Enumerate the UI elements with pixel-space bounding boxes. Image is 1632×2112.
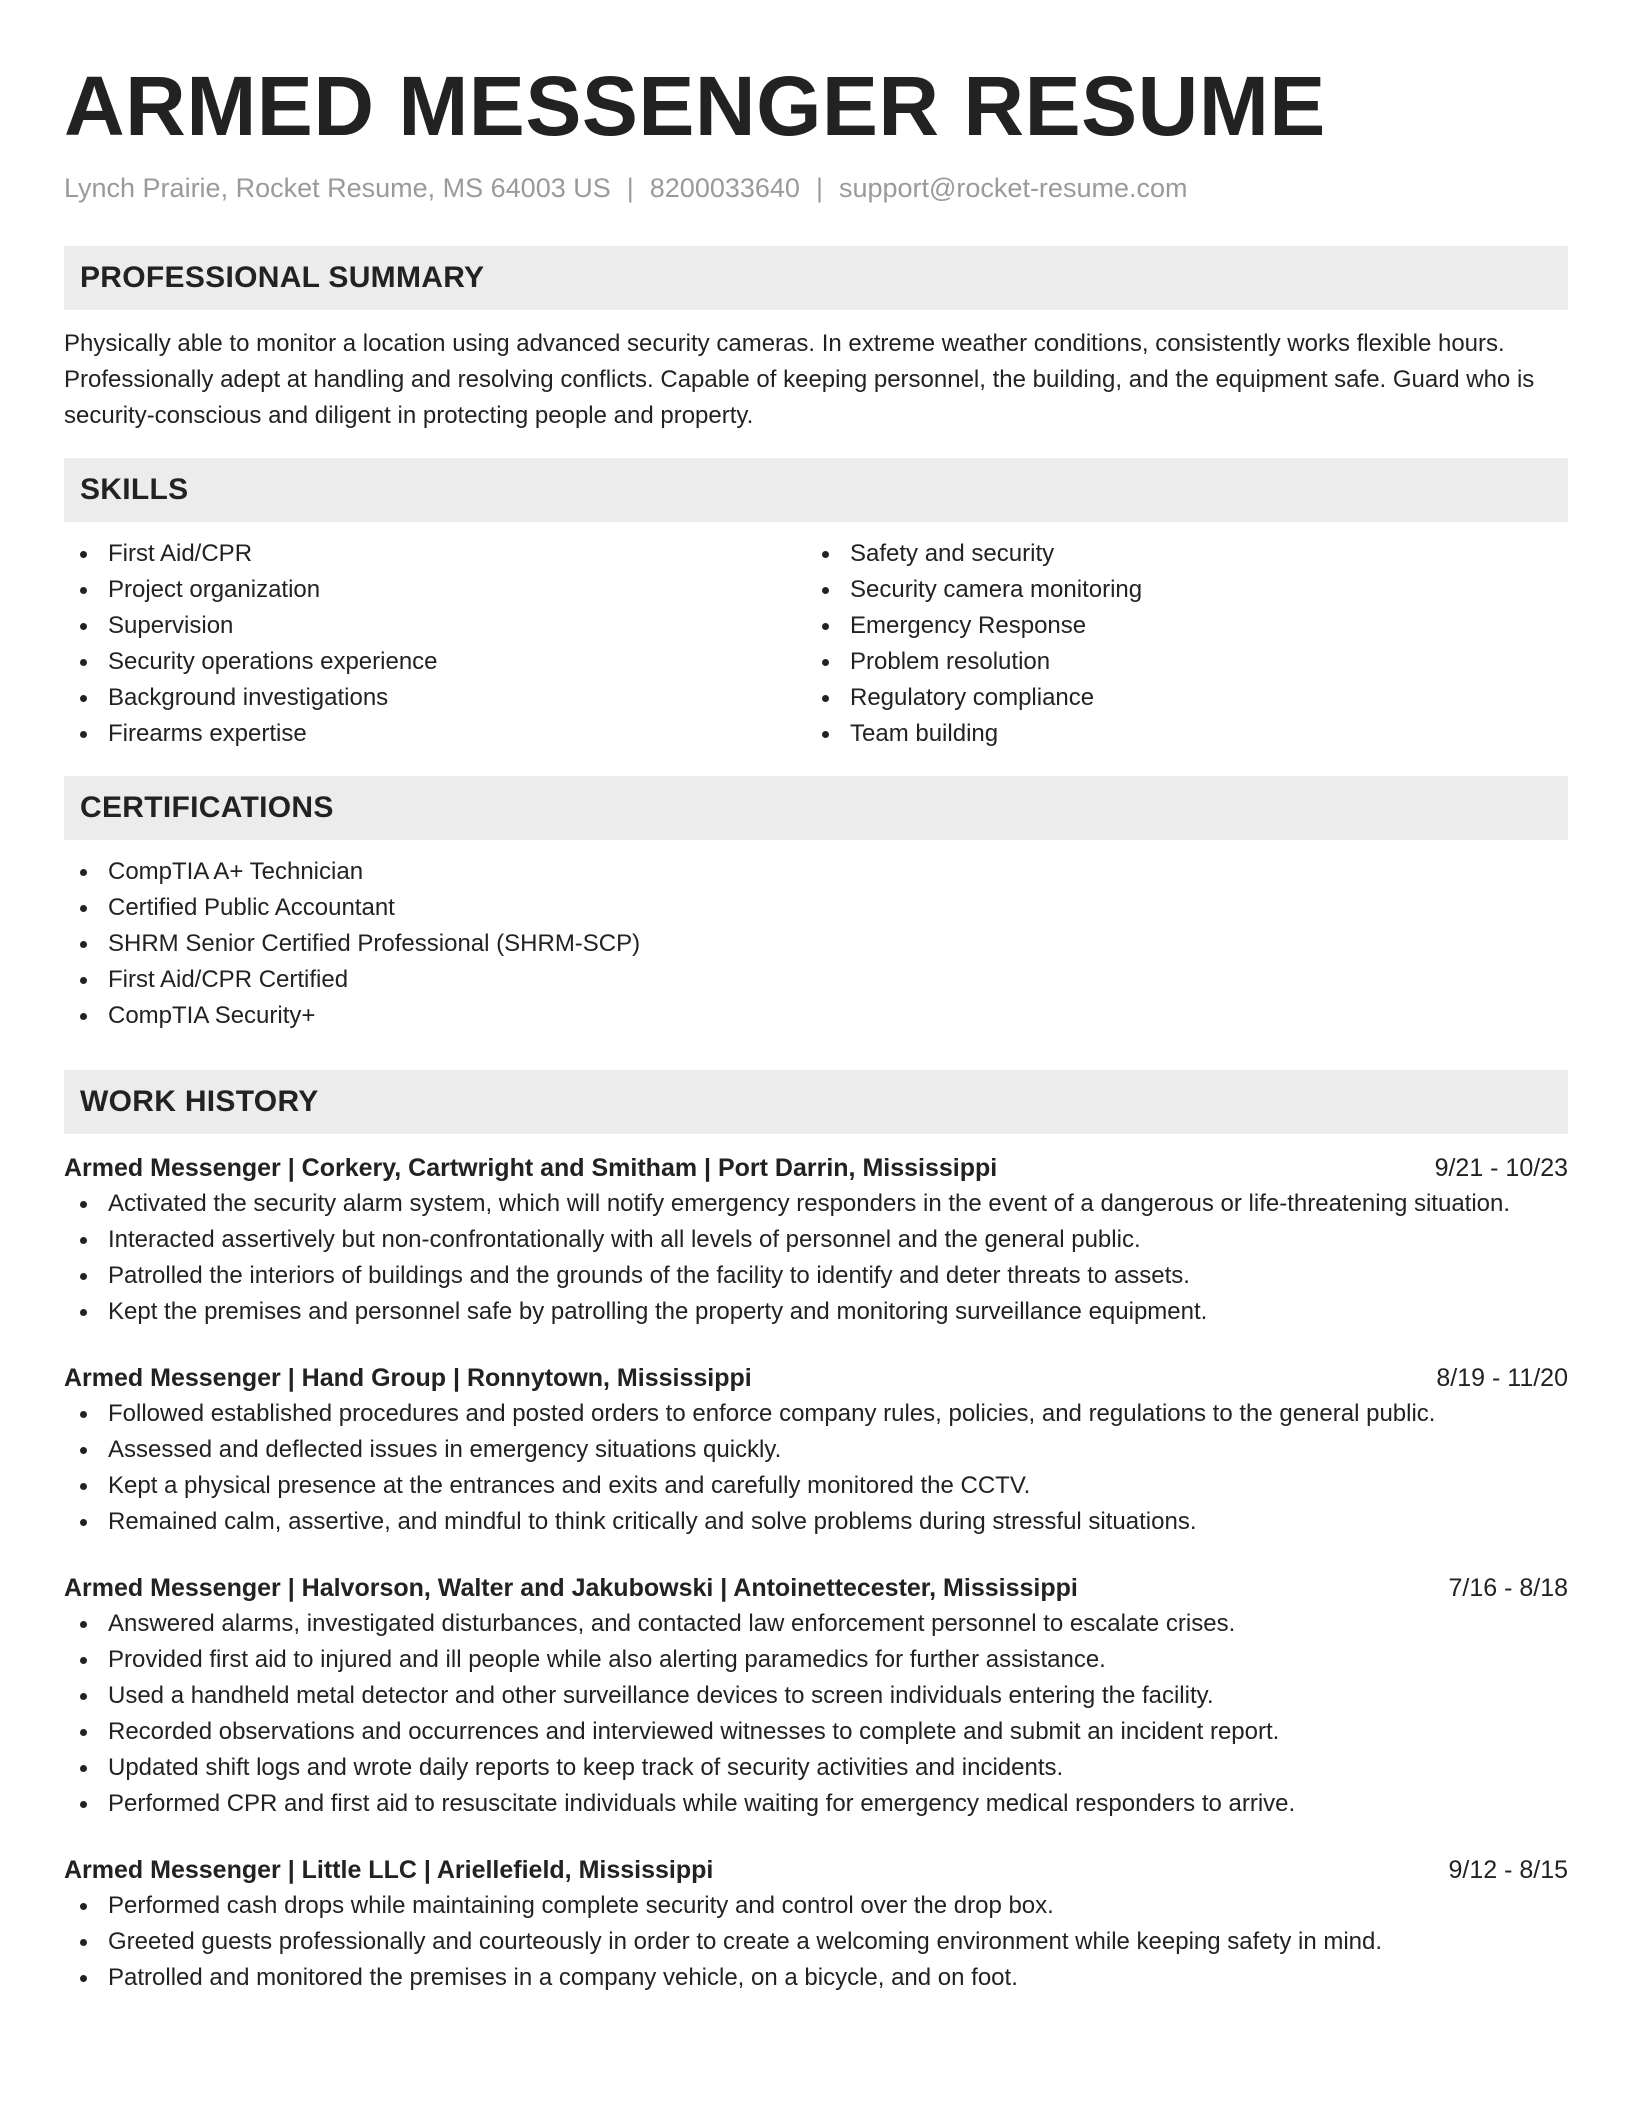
- certification-item: CompTIA A+ Technician: [64, 854, 1568, 890]
- section-header-work-history: WORK HISTORY: [64, 1070, 1568, 1134]
- contact-separator: |: [626, 173, 634, 203]
- skills-list-right: [806, 536, 1548, 752]
- job-header: [64, 1150, 1568, 1186]
- job-dates: 9/12 - 8/15: [1448, 1856, 1568, 1884]
- job-bullet: Updated shift logs and wrote daily reports to keep track of security activities and incidents.: [64, 1750, 1568, 1786]
- skill-item: Project organization: [64, 572, 806, 608]
- job-bullet: Answered alarms, investigated disturbances, and contacted law enforcement personnel to escalate crises.: [64, 1606, 1568, 1642]
- skills-column-right: [806, 536, 1548, 752]
- job-bullet: Performed cash drops while maintaining complete security and control over the drop box.: [64, 1888, 1568, 1924]
- skill-item: Firearms expertise: [64, 716, 806, 752]
- contact-address: Lynch Prairie, Rocket Resume, MS 64003 US: [64, 173, 611, 203]
- job-bullet: Kept the premises and personnel safe by patrolling the property and monitoring surveillance equipment.: [64, 1294, 1568, 1330]
- skill-item: Safety and security: [806, 536, 1548, 572]
- skill-item: Problem resolution: [806, 644, 1548, 680]
- job-bullet: Activated the security alarm system, which will notify emergency responders in the event of a dangerous or life-threatening situation.: [64, 1186, 1568, 1222]
- certification-item: Certified Public Accountant: [64, 890, 1568, 926]
- job-dates: 7/16 - 8/18: [1448, 1574, 1568, 1602]
- job-bullet: Provided first aid to injured and ill people while also alerting paramedics for further assistance.: [64, 1642, 1568, 1678]
- job-bullet: Patrolled and monitored the premises in a company vehicle, on a bicycle, and on foot.: [64, 1960, 1568, 1996]
- job-title: Armed Messenger | Little LLC | Ariellefield, Mississippi: [64, 1856, 714, 1884]
- job-bullet: Interacted assertively but non-confrontationally with all levels of personnel and the general public.: [64, 1222, 1568, 1258]
- contact-line: [64, 170, 1568, 206]
- job-bullet: Greeted guests professionally and courteously in order to create a welcoming environment while keeping safety in mind.: [64, 1924, 1568, 1960]
- skill-item: Emergency Response: [806, 608, 1548, 644]
- job-bullet: Remained calm, assertive, and mindful to think critically and solve problems during stressful situations.: [64, 1504, 1568, 1540]
- certification-item: CompTIA Security+: [64, 998, 1568, 1034]
- skills-grid: [64, 536, 1568, 752]
- certification-item: First Aid/CPR Certified: [64, 962, 1568, 998]
- resume-title: ARMED MESSENGER RESUME: [64, 59, 1326, 153]
- skill-item: Regulatory compliance: [806, 680, 1548, 716]
- job-dates: 8/19 - 11/20: [1436, 1364, 1568, 1392]
- contact-separator: |: [815, 173, 823, 203]
- job-bullet: Patrolled the interiors of buildings and the grounds of the facility to identify and deter threats to assets.: [64, 1258, 1568, 1294]
- job-header: [64, 1360, 1568, 1396]
- job-bullet: Assessed and deflected issues in emergency situations quickly.: [64, 1432, 1568, 1468]
- job-bullet: Followed established procedures and posted orders to enforce company rules, policies, and regulations to the general public.: [64, 1396, 1568, 1432]
- job-bullet: Used a handheld metal detector and other surveillance devices to screen individuals entering the facility.: [64, 1678, 1568, 1714]
- job-entry: [64, 1360, 1568, 1540]
- skill-item: Team building: [806, 716, 1548, 752]
- job-title: Armed Messenger | Corkery, Cartwright and Smitham | Port Darrin, Mississippi: [64, 1154, 998, 1182]
- skill-item: Security camera monitoring: [806, 572, 1548, 608]
- section-header-certifications: CERTIFICATIONS: [64, 776, 1568, 840]
- job-title: Armed Messenger | Halvorson, Walter and Jakubowski | Antoinettecester, Mississippi: [64, 1574, 1078, 1602]
- job-entry: [64, 1150, 1568, 1330]
- job-bullet: Performed CPR and first aid to resuscitate individuals while waiting for emergency medical responders to arrive.: [64, 1786, 1568, 1822]
- certifications-list: [64, 854, 1568, 1034]
- resume-page: [64, 0, 1568, 1996]
- job-bullet: Recorded observations and occurrences and interviewed witnesses to complete and submit an incident report.: [64, 1714, 1568, 1750]
- job-entry: [64, 1570, 1568, 1822]
- job-bullets: [64, 1396, 1568, 1540]
- skills-list-left: [64, 536, 806, 752]
- summary-text: Physically able to monitor a location using advanced security cameras. In extreme weather conditions, consistently works flexible hours. Professionally adept at handling and resolving conflicts. Capable of keeping personnel, the building, and the equipment safe. Guard who is security-conscious and diligent in protecting people and property.: [64, 330, 1535, 429]
- job-title: Armed Messenger | Hand Group | Ronnytown, Mississippi: [64, 1364, 752, 1392]
- job-entry: [64, 1852, 1568, 1996]
- skills-column-left: [64, 536, 806, 752]
- skill-item: Background investigations: [64, 680, 806, 716]
- contact-phone: 8200033640: [649, 173, 800, 203]
- job-bullets: [64, 1888, 1568, 1996]
- job-bullets: [64, 1186, 1568, 1330]
- job-header: [64, 1570, 1568, 1606]
- skill-item: First Aid/CPR: [64, 536, 806, 572]
- skill-item: Supervision: [64, 608, 806, 644]
- contact-email: support@rocket-resume.com: [838, 173, 1188, 203]
- section-header-skills: SKILLS: [64, 458, 1568, 522]
- certification-item: SHRM Senior Certified Professional (SHRM-SCP): [64, 926, 1568, 962]
- job-bullets: [64, 1606, 1568, 1822]
- section-header-summary: PROFESSIONAL SUMMARY: [64, 246, 1568, 310]
- job-bullet: Kept a physical presence at the entrances and exits and carefully monitored the CCTV.: [64, 1468, 1568, 1504]
- skill-item: Security operations experience: [64, 644, 806, 680]
- job-header: [64, 1852, 1568, 1888]
- job-dates: 9/21 - 10/23: [1434, 1154, 1568, 1182]
